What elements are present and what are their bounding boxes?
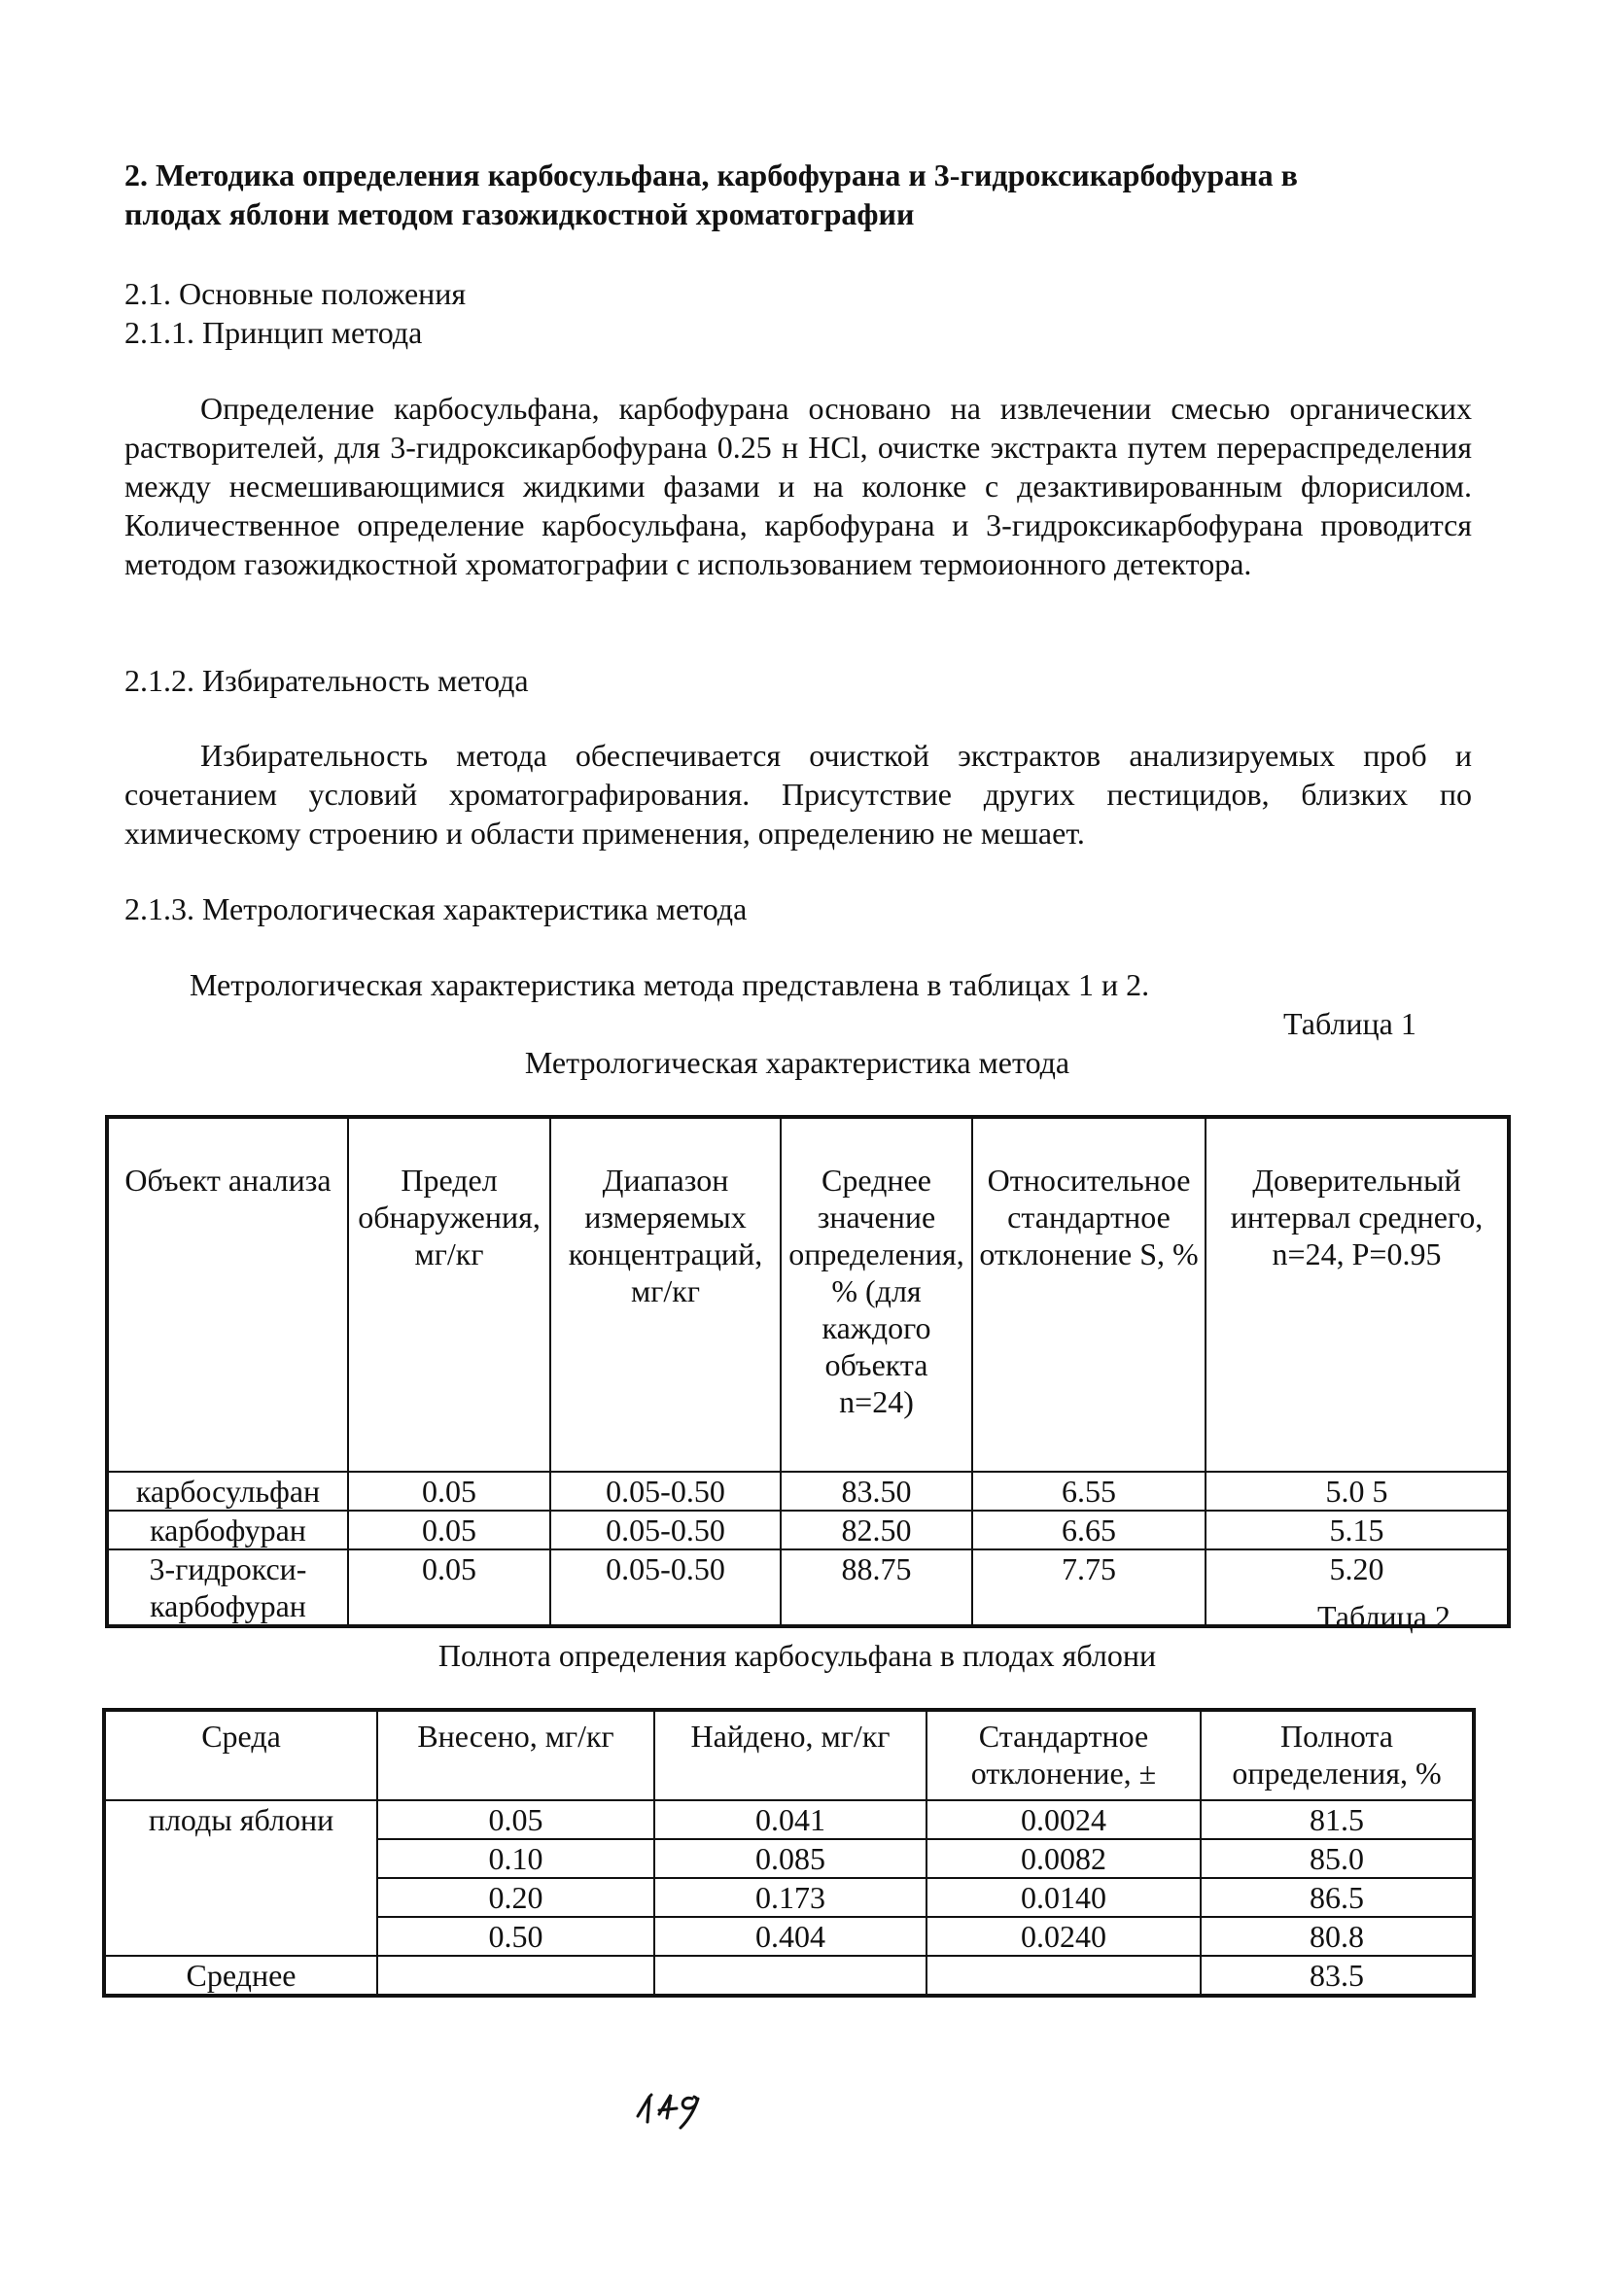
table-cell-empty: [654, 1956, 926, 1996]
table-cell: 0.05: [348, 1549, 550, 1626]
table-row: [107, 1511, 1509, 1549]
table-cell: 80.8: [1201, 1917, 1474, 1956]
table2-header-cell: Полнота определения, %: [1201, 1710, 1474, 1800]
table-cell: 0.05-0.50: [550, 1472, 781, 1511]
section-heading-line2: плодах яблони методом газожидкостной хроматографии: [124, 196, 915, 231]
table-cell: 86.5: [1201, 1878, 1474, 1917]
table1-header-row: [107, 1117, 1509, 1472]
table-cell: 0.0140: [926, 1878, 1201, 1917]
table-cell: 0.20: [377, 1878, 654, 1917]
table-cell-empty: [926, 1956, 1201, 1996]
table2-header-cell: Найдено, мг/кг: [654, 1710, 926, 1800]
table-cell: 88.75: [781, 1549, 972, 1626]
table-cell: 0.041: [654, 1800, 926, 1839]
table-cell: 85.0: [1201, 1839, 1474, 1878]
table2-average-value: 83.5: [1201, 1956, 1474, 1996]
table-cell: карбофуран: [107, 1511, 348, 1549]
table-metrology: [105, 1115, 1511, 1628]
table-cell: 5.20: [1206, 1549, 1509, 1626]
handwritten-page-number: [632, 2075, 729, 2134]
section-heading: [124, 156, 1486, 233]
table-cell: 0.05: [348, 1472, 550, 1511]
table1-header-cell: Диапазон измеряемых концентраций, мг/кг: [550, 1117, 781, 1472]
table-cell: 0.10: [377, 1839, 654, 1878]
table2-header-cell: Внесено, мг/кг: [377, 1710, 654, 1800]
table-cell: 83.50: [781, 1472, 972, 1511]
table1-caption: Метрологическая характеристика метода: [524, 1045, 1070, 1080]
table-cell: карбосульфан: [107, 1472, 348, 1511]
table-recovery: [102, 1708, 1476, 1998]
table2-label: Таблица 2: [1317, 1599, 1451, 1634]
table-cell: 81.5: [1201, 1800, 1474, 1839]
table2-header-cell: Стандартное отклонение, ±: [926, 1710, 1201, 1800]
table1-header-cell: Объект анализа: [107, 1117, 348, 1472]
table-cell: 82.50: [781, 1511, 972, 1549]
table-cell: 0.05: [348, 1511, 550, 1549]
table-cell: 0.0082: [926, 1839, 1201, 1878]
table2-header-row: [104, 1710, 1474, 1800]
table2-caption: Полнота определения карбосульфана в плодах яблони: [437, 1638, 1157, 1673]
table-row-average: [104, 1956, 1474, 1996]
table-cell: 0.173: [654, 1878, 926, 1917]
table-cell: 0.05: [377, 1800, 654, 1839]
table2-average-label: Среднее: [104, 1956, 377, 1996]
table1-header-cell: Среднее значение определения, % (для каждого объекта n=24): [781, 1117, 972, 1472]
table2-medium-cell: плоды яблони: [104, 1800, 377, 1956]
table-cell: 0.0024: [926, 1800, 1201, 1839]
table-row: [107, 1549, 1509, 1626]
paragraph-selectivity: Избирательность метода обеспечивается очисткой экстрактов анализируемых проб и сочетанием условий хроматографирования. Присутствие других пестицидов, близких по химическому строению и области применения, определению не мешает.: [124, 738, 1472, 851]
table-cell: 6.65: [972, 1511, 1206, 1549]
subsection-title-2-1-1: 2.1.1. Принцип метода: [124, 315, 423, 350]
table1-header-cell: Доверительный интервал среднего, n=24, P=0.95: [1206, 1117, 1509, 1472]
table-row: [107, 1472, 1509, 1511]
paragraph-principle: Определение карбосульфана, карбофурана основано на извлечении смесью органических растворителей, для 3-гидроксикарбофурана 0.25 н HCl, очистке экстракта путем перераспределения между несмешивающимися жидкими фазами и на колонке с дезактивированным флорисилом. Количественное определение карбосульфана, карбофурана и 3-гидроксикарбофурана проводится методом газожидкостной хроматографии с использованием термоионного детектора.: [124, 391, 1472, 581]
section-heading-line1: 2. Методика определения карбосульфана, карбофурана и 3-гидроксикарбофурана в: [124, 157, 1298, 192]
table-cell: 0.0240: [926, 1917, 1201, 1956]
table-cell: 0.05-0.50: [550, 1511, 781, 1549]
table-cell: 0.085: [654, 1839, 926, 1878]
table1-header-cell: Относительное стандартное отклонение S, %: [972, 1117, 1206, 1472]
subsection-title-2-1-3: 2.1.3. Метрологическая характеристика метода: [124, 891, 748, 926]
table-cell: 0.404: [654, 1917, 926, 1956]
table-cell: 5.15: [1206, 1511, 1509, 1549]
table-cell: 5.0 5: [1206, 1472, 1509, 1511]
table-cell: 6.55: [972, 1472, 1206, 1511]
subsection-title-2-1-2: 2.1.2. Избирательность метода: [124, 663, 529, 698]
table2-header-cell: Среда: [104, 1710, 377, 1800]
subsection-title-2-1: 2.1. Основные положения: [124, 276, 467, 311]
handwritten-page-number-drawing: [632, 2075, 729, 2134]
table-cell: 0.05-0.50: [550, 1549, 781, 1626]
table-row: [104, 1800, 1474, 1839]
table1-header-cell: Предел обнаружения, мг/кг: [348, 1117, 550, 1472]
table-cell-empty: [377, 1956, 654, 1996]
table-cell: 3-гидрокси-карбофуран: [107, 1549, 348, 1626]
table-cell: 0.50: [377, 1917, 654, 1956]
table-cell: 7.75: [972, 1549, 1206, 1626]
paragraph-metrology: Метрологическая характеристика метода представлена в таблицах 1 и 2.: [190, 967, 1150, 1002]
table1-label: Таблица 1: [1283, 1006, 1416, 1041]
